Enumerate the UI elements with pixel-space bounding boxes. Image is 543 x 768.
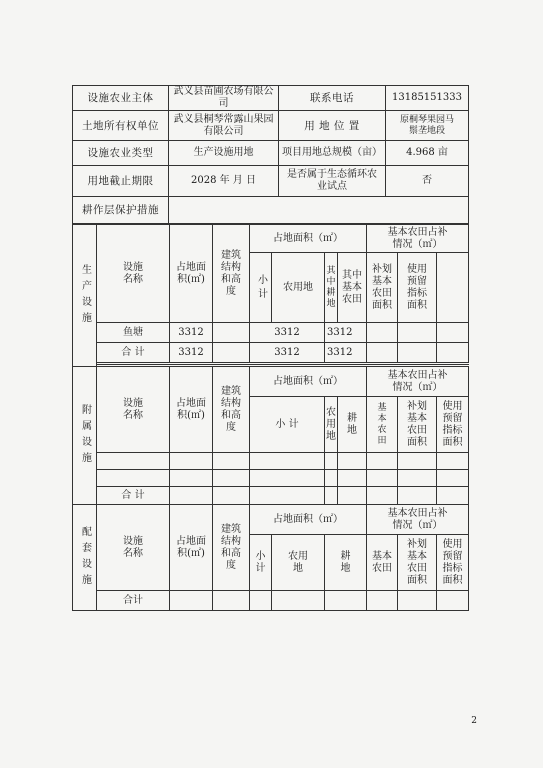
value-deadline: 2028 年 月 日	[169, 166, 279, 197]
header-reserve-area: 使用 预留 指标 面积	[437, 397, 469, 453]
header-occupied-area: 占地面积（㎡）	[250, 367, 367, 397]
cell-land-area: 3312	[170, 323, 213, 343]
section-supporting: 配套设施	[73, 505, 97, 611]
cell-total-label: 合 计	[97, 343, 170, 363]
header-occupied-area: 占地面积（㎡）	[250, 505, 367, 535]
header-subtotal: 小计	[250, 253, 272, 323]
header-structure: 建筑 结构 和高 度	[213, 225, 250, 323]
header-basic-farmland: 基 本 农 田	[367, 397, 398, 453]
header-structure: 建筑 结构 和高 度	[213, 505, 250, 591]
section-auxiliary: 附属设施	[73, 367, 97, 505]
label-tillage-protection: 耕作层保护措施	[73, 197, 169, 224]
cell-farmland: 3312	[325, 323, 367, 343]
cell-total-label: 合 计	[97, 487, 170, 505]
header-reserve-area: 使用 预留 指标 面积	[437, 535, 469, 591]
header-land-area: 占地面 积(㎡)	[170, 505, 213, 591]
header-facility-name: 设施 名称	[97, 367, 170, 453]
header-facility-name: 设施 名称	[97, 505, 170, 591]
section-production: 生产设施	[73, 225, 97, 367]
table-row-total	[73, 591, 469, 611]
label-operator: 设施农业主体	[73, 86, 169, 111]
facility-table	[72, 224, 469, 611]
cell-facility-name: 鱼塘	[97, 323, 170, 343]
header-land-area: 占地面 积(㎡)	[170, 367, 213, 453]
value-total-scale: 4.968 亩	[386, 141, 469, 166]
value-land-owner: 武义县桐琴常露山果园 有限公司	[169, 111, 279, 141]
table-row	[73, 323, 469, 343]
header-basic-farmland: 基本 农田	[367, 535, 398, 591]
value-phone: 13185151333	[386, 86, 469, 111]
header-structure: 建筑 结构 和高 度	[213, 367, 250, 453]
cell-subtotal: 3312	[250, 323, 325, 343]
header-facility-name: 设施 名称	[97, 225, 170, 323]
cell-total-farmland: 3312	[325, 343, 367, 363]
table-row	[73, 453, 469, 470]
label-facility-type: 设施农业类型	[73, 141, 169, 166]
label-land-owner: 土地所有权单位	[73, 111, 169, 141]
header-reserve-area: 使用 预留 指标 面积	[398, 253, 437, 323]
cell-total-label: 合计	[97, 591, 170, 611]
header-farmland: 农用地	[272, 253, 325, 323]
table-row-total	[73, 343, 469, 363]
label-deadline: 用地截止期限	[73, 166, 169, 197]
header-supplement-area: 补划 基本 农田 面积	[398, 397, 437, 453]
header-land-area: 占地面 积(㎡)	[170, 225, 213, 323]
cell-total-area: 3312	[170, 343, 213, 363]
header-occupied-area: 占地面积（㎡）	[250, 225, 367, 253]
label-total-scale: 项目用地总规模（亩）	[279, 141, 386, 166]
header-arable: 耕 地	[338, 397, 367, 453]
header-arable: 耕 地	[325, 535, 367, 591]
header-compensation: 基本农田占补 情况（㎡）	[367, 225, 469, 253]
header-supplement-area: 补划 基本 农田 面积	[398, 535, 437, 591]
table-row-total	[73, 487, 469, 505]
header-subtotal: 小 计	[250, 535, 272, 591]
header-compensation: 基本农田占补 情况（㎡）	[367, 505, 469, 535]
label-phone: 联系电话	[279, 86, 386, 111]
header-subtotal: 小 计	[250, 397, 325, 453]
header-basic-farmland: 其中 基本 农田	[338, 253, 367, 323]
basic-info-table	[72, 85, 469, 224]
value-location: 原桐琴果园马 鬃垄地段	[386, 111, 469, 141]
value-eco-pilot: 否	[386, 166, 469, 197]
header-compensation: 基本农田占补 情况（㎡）	[367, 367, 469, 397]
header-arable: 其 中 耕 地	[325, 253, 338, 323]
header-farmland: 农用 地	[325, 397, 338, 453]
value-facility-type: 生产设施用地	[169, 141, 279, 166]
header-blank	[437, 253, 469, 323]
page-number: 2	[471, 716, 477, 726]
label-eco-pilot: 是否属于生态循环农 业试点	[279, 166, 386, 197]
header-farmland: 农用 地	[272, 535, 325, 591]
table-row	[73, 470, 469, 487]
value-operator: 武义县苗圃农场有限公司	[169, 86, 279, 111]
cell-total-subtotal: 3312	[250, 343, 325, 363]
label-location: 用 地 位 置	[279, 111, 386, 141]
value-tillage-protection	[169, 197, 469, 224]
header-supplement-area: 补划 基本 农田 面积	[367, 253, 398, 323]
